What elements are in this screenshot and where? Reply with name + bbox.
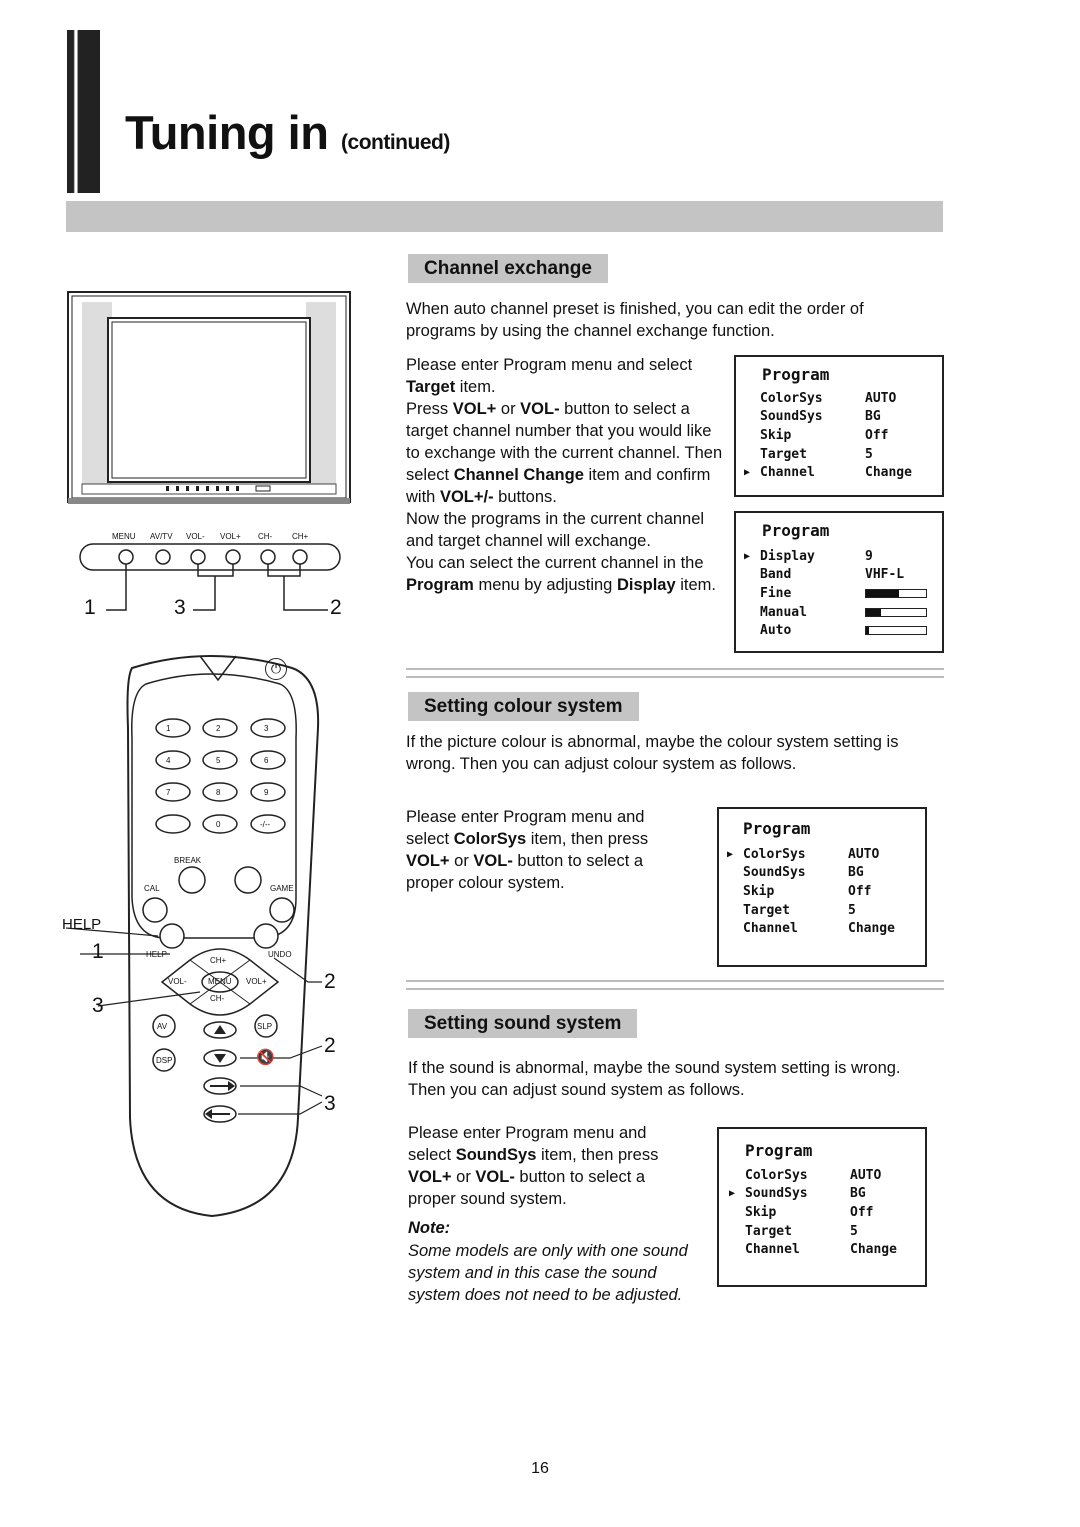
title-text: Tuning in bbox=[125, 106, 329, 159]
remote-callout-2b: 2 bbox=[324, 1034, 336, 1057]
ch-plus-button[interactable]: CH+ bbox=[210, 956, 227, 965]
digit-4[interactable]: 4 bbox=[166, 756, 171, 765]
osd-row-label: Skip bbox=[743, 883, 775, 899]
osd-level-bar bbox=[865, 621, 927, 640]
osd-row-value: Change bbox=[865, 465, 912, 481]
channel-exchange-intro: When auto channel preset is finished, you can edit the order of programs by using the channel exchange function. bbox=[406, 300, 864, 340]
vol-minus-button[interactable]: VOL- bbox=[168, 977, 187, 986]
sound-system-intro: If the sound is abnormal, maybe the sound system setting is wrong. Then you can adjust sound system as follows. bbox=[408, 1059, 901, 1099]
osd-title: Program bbox=[743, 819, 811, 838]
digit-5[interactable]: 5 bbox=[216, 756, 221, 765]
osd-row-value: BG bbox=[865, 409, 881, 425]
heading-channel-exchange: Channel exchange bbox=[408, 254, 608, 283]
osd-row-value: Change bbox=[848, 921, 895, 937]
dsp-button[interactable]: DSP bbox=[156, 1056, 173, 1065]
remote-callout-3b: 3 bbox=[324, 1092, 336, 1115]
osd-row bbox=[744, 463, 912, 482]
osd-title: Program bbox=[762, 521, 830, 540]
osd-row bbox=[729, 1240, 897, 1259]
osd-row bbox=[727, 901, 895, 920]
page-number: 16 bbox=[531, 1460, 549, 1477]
osd-row-value: Off bbox=[850, 1204, 874, 1220]
osd-row bbox=[744, 445, 912, 464]
heading-sound-system: Setting sound system bbox=[408, 1009, 637, 1038]
menu-button[interactable]: MENU bbox=[208, 977, 232, 986]
osd-row-value: BG bbox=[850, 1186, 866, 1202]
mute-icon[interactable]: 🔇 bbox=[256, 1049, 275, 1066]
osd-row-label: ColorSys bbox=[743, 846, 806, 862]
osd-row-label: SoundSys bbox=[743, 865, 806, 881]
osd-row-label: Skip bbox=[745, 1204, 777, 1220]
panel-label-avtv: AV/TV bbox=[150, 532, 173, 541]
digit-2[interactable]: 2 bbox=[216, 724, 221, 733]
osd-row-label: ColorSys bbox=[745, 1167, 808, 1183]
osd-row-value: 5 bbox=[848, 902, 856, 918]
av-button[interactable]: AV bbox=[157, 1022, 168, 1031]
remote-callout-1: 1 bbox=[92, 940, 104, 963]
osd-row-label: Manual bbox=[760, 604, 807, 620]
osd-row-label: Channel bbox=[743, 921, 798, 937]
digit-1[interactable]: 1 bbox=[166, 724, 171, 733]
remote-control bbox=[60, 648, 360, 1223]
triangle-right-icon: ▶ bbox=[744, 467, 751, 479]
panel-label-volplus: VOL+ bbox=[220, 532, 241, 541]
triangle-right-icon: ▶ bbox=[727, 848, 734, 860]
osd-row bbox=[729, 1203, 897, 1222]
panel-callout-1: 1 bbox=[84, 596, 96, 619]
note-label: Note: bbox=[408, 1219, 451, 1237]
vol-plus-button[interactable]: VOL+ bbox=[246, 977, 267, 986]
digit-0[interactable]: 0 bbox=[216, 820, 221, 829]
note-text: Some models are only with one sound system and in this case the sound system does not need to be adjusted. bbox=[408, 1242, 688, 1304]
heading-colour-system: Setting colour system bbox=[408, 692, 639, 721]
panel-label-volminus: VOL- bbox=[186, 532, 205, 541]
panel-callout-2: 2 bbox=[330, 596, 342, 619]
osd-row bbox=[744, 621, 927, 640]
osd-row bbox=[729, 1222, 897, 1241]
panel-label-menu: MENU bbox=[112, 532, 136, 541]
osd-row-value: 9 bbox=[865, 548, 873, 564]
osd-row bbox=[729, 1166, 897, 1185]
osd-row-label: Band bbox=[760, 567, 792, 583]
sound-system-body: Please enter Program menu and select SoundSys item, then press VOL+ or VOL- button to select a proper sound system. bbox=[408, 1124, 659, 1208]
tv-illustration bbox=[66, 290, 352, 510]
undo-button-label[interactable]: UNDO bbox=[268, 950, 292, 959]
osd-rows bbox=[744, 547, 927, 640]
osd-row bbox=[744, 603, 927, 622]
game-label: GAME bbox=[270, 884, 294, 893]
osd-row bbox=[744, 547, 927, 566]
osd-row-label: Skip bbox=[760, 427, 792, 443]
cal-label: CAL bbox=[144, 884, 160, 893]
remote-callout-3: 3 bbox=[92, 994, 104, 1017]
osd-row-label: SoundSys bbox=[760, 409, 823, 425]
colour-system-intro: If the picture colour is abnormal, maybe the colour system setting is wrong. Then you can adjust colour system as follows. bbox=[406, 733, 899, 773]
panel-label-chminus: CH- bbox=[258, 532, 273, 541]
osd-row-label: Auto bbox=[760, 623, 792, 639]
panel-label-chplus: CH+ bbox=[292, 532, 309, 541]
osd-row bbox=[727, 882, 895, 901]
osd-row-value: 5 bbox=[850, 1223, 858, 1239]
remote-callout-2a: 2 bbox=[324, 970, 336, 993]
dash-button[interactable]: -/-- bbox=[260, 820, 271, 829]
osd-row-value: BG bbox=[848, 865, 864, 881]
page-title bbox=[125, 105, 450, 160]
section-divider bbox=[406, 668, 944, 678]
digit-7[interactable]: 7 bbox=[166, 788, 171, 797]
osd-title: Program bbox=[745, 1141, 813, 1160]
power-icon[interactable]: ⏻ bbox=[265, 658, 287, 680]
panel-callout-3: 3 bbox=[174, 596, 186, 619]
section-divider bbox=[406, 980, 944, 990]
osd-title: Program bbox=[762, 365, 830, 384]
digit-9[interactable]: 9 bbox=[264, 788, 269, 797]
osd-row bbox=[727, 919, 895, 938]
osd-row bbox=[727, 864, 895, 883]
osd-row bbox=[744, 566, 927, 585]
osd-row-label: SoundSys bbox=[745, 1186, 808, 1202]
title-subtitle: (continued) bbox=[341, 131, 450, 154]
osd-row-value: AUTO bbox=[865, 390, 897, 406]
osd-row-value: Change bbox=[850, 1242, 897, 1258]
osd-row-label: Target bbox=[745, 1223, 792, 1239]
osd-row-label: Fine bbox=[760, 585, 792, 601]
osd-row-value: 5 bbox=[865, 446, 873, 462]
osd-row bbox=[744, 408, 912, 427]
osd-row-label: Target bbox=[760, 446, 807, 462]
help-button-label[interactable]: HELP bbox=[146, 950, 167, 959]
triangle-right-icon: ▶ bbox=[744, 550, 751, 562]
osd-level-bar bbox=[865, 603, 927, 622]
osd-row-value: VHF-L bbox=[865, 567, 905, 583]
digit-6[interactable]: 6 bbox=[264, 756, 269, 765]
osd-row-value: AUTO bbox=[848, 846, 880, 862]
osd-row-label: ColorSys bbox=[760, 390, 823, 406]
title-accent-bar bbox=[67, 30, 100, 193]
ch-minus-button[interactable]: CH- bbox=[210, 994, 225, 1003]
remote-help-label: HELP bbox=[62, 916, 102, 933]
triangle-right-icon: ▶ bbox=[729, 1188, 736, 1200]
osd-row-label: Channel bbox=[745, 1242, 800, 1258]
osd-row bbox=[744, 584, 927, 603]
osd-row-value: Off bbox=[848, 883, 872, 899]
osd-row-value: Off bbox=[865, 427, 889, 443]
header-band bbox=[66, 201, 943, 232]
osd-program-menu-channel bbox=[734, 355, 944, 497]
osd-row-label: Target bbox=[743, 902, 790, 918]
osd-row bbox=[729, 1185, 897, 1204]
osd-program-menu-display bbox=[734, 511, 944, 653]
osd-row bbox=[744, 389, 912, 408]
osd-row-label: Display bbox=[760, 548, 815, 564]
osd-row bbox=[727, 845, 895, 864]
tv-control-panel bbox=[78, 530, 348, 620]
osd-program-menu-colorsys bbox=[717, 807, 927, 967]
colour-system-body: Please enter Program menu and select ColorSys item, then press VOL+ or VOL- button to select a proper colour system. bbox=[406, 808, 649, 892]
osd-rows bbox=[727, 845, 895, 938]
osd-program-menu-soundsys bbox=[717, 1127, 927, 1287]
digit-3[interactable]: 3 bbox=[264, 724, 269, 733]
osd-level-bar bbox=[865, 584, 927, 603]
osd-row-value: AUTO bbox=[850, 1167, 882, 1183]
osd-rows bbox=[744, 389, 912, 482]
break-label: BREAK bbox=[174, 856, 202, 865]
osd-rows bbox=[729, 1166, 897, 1259]
channel-exchange-body: Please enter Program menu and select Target item. Press VOL+ or VOL- button to select a target channel number that you would like to exchange with the current channel. Then select Channel Change item and confirm with VOL+/- buttons. Now the programs in the current channel and target channel will exchange. You can select the current channel in the Program menu by adjusting Display item. bbox=[406, 356, 723, 594]
slp-button[interactable]: SLP bbox=[257, 1022, 273, 1031]
osd-row bbox=[744, 426, 912, 445]
osd-row-label: Channel bbox=[760, 465, 815, 481]
digit-8[interactable]: 8 bbox=[216, 788, 221, 797]
